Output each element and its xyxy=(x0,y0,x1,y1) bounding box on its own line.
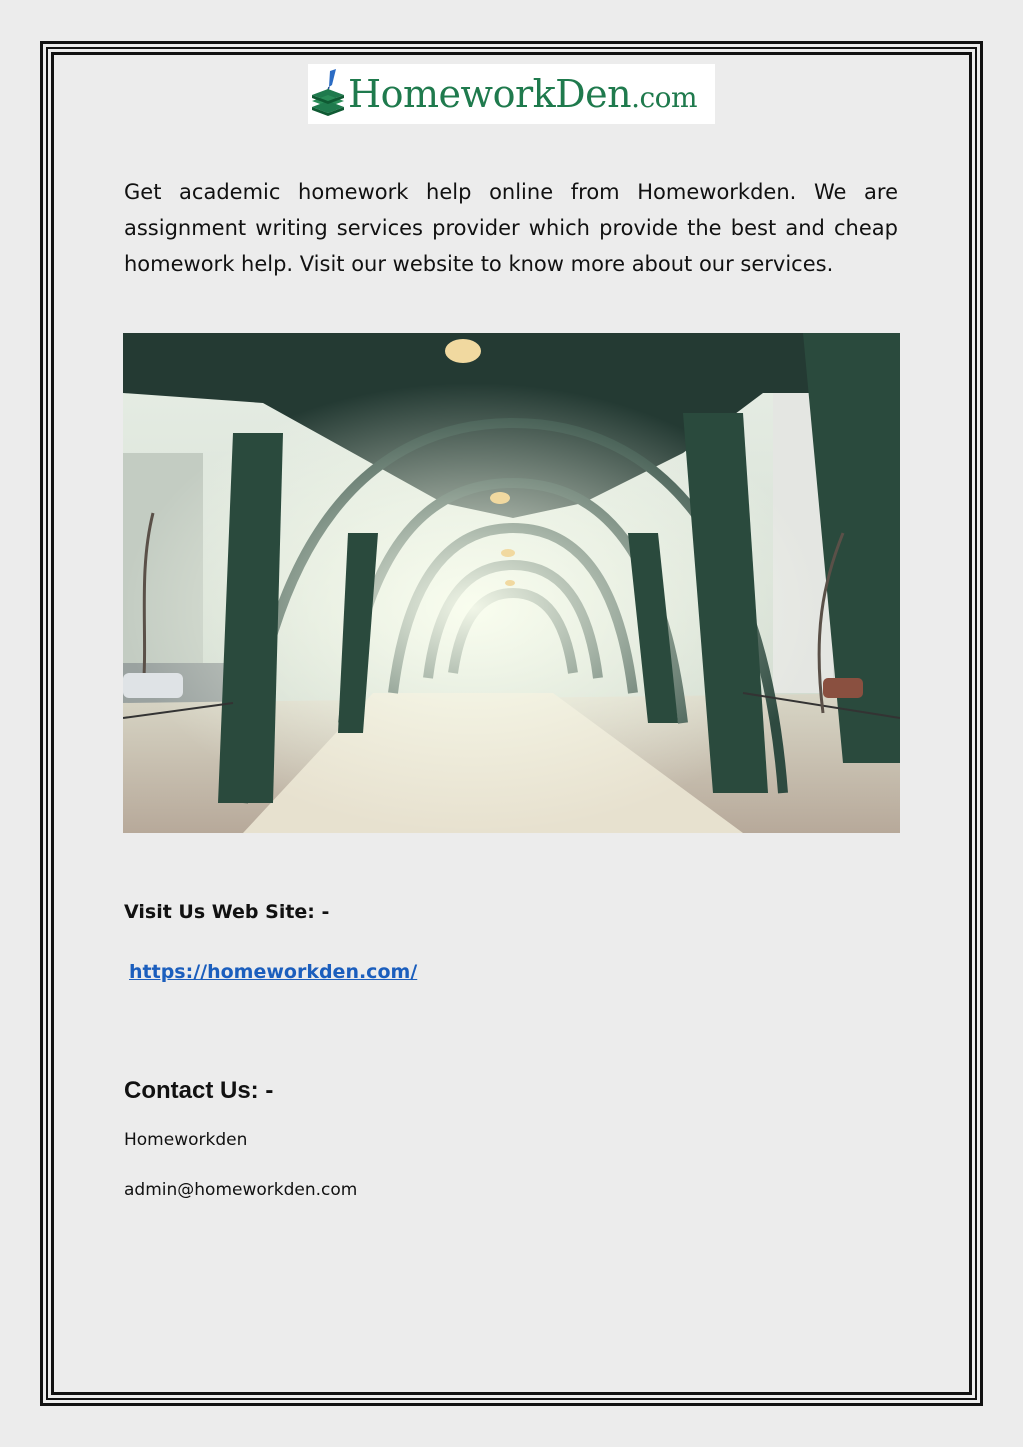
book-stack-with-quill-icon xyxy=(310,69,346,119)
intro-paragraph: Get academic homework help online from Homeworkden. We are assignment writing services provider which provide the best and cheap homework help. Visit our website to know more about our services. xyxy=(124,180,898,276)
arched-bridge-walkway-photo xyxy=(123,333,900,833)
contact-heading: Contact Us: - xyxy=(124,1077,274,1104)
logo-suffix: .com xyxy=(631,81,698,114)
homeworkden-logo xyxy=(308,64,715,124)
logo-name: HomeworkDen xyxy=(348,72,632,116)
visit-website-label: Visit Us Web Site: - xyxy=(124,901,330,923)
website-link[interactable]: https://homeworkden.com/ xyxy=(129,961,418,983)
contact-email: admin@homeworkden.com xyxy=(124,1180,358,1200)
document-page xyxy=(40,41,983,1406)
logo-wordmark xyxy=(348,72,698,116)
contact-name: Homeworkden xyxy=(124,1130,248,1150)
